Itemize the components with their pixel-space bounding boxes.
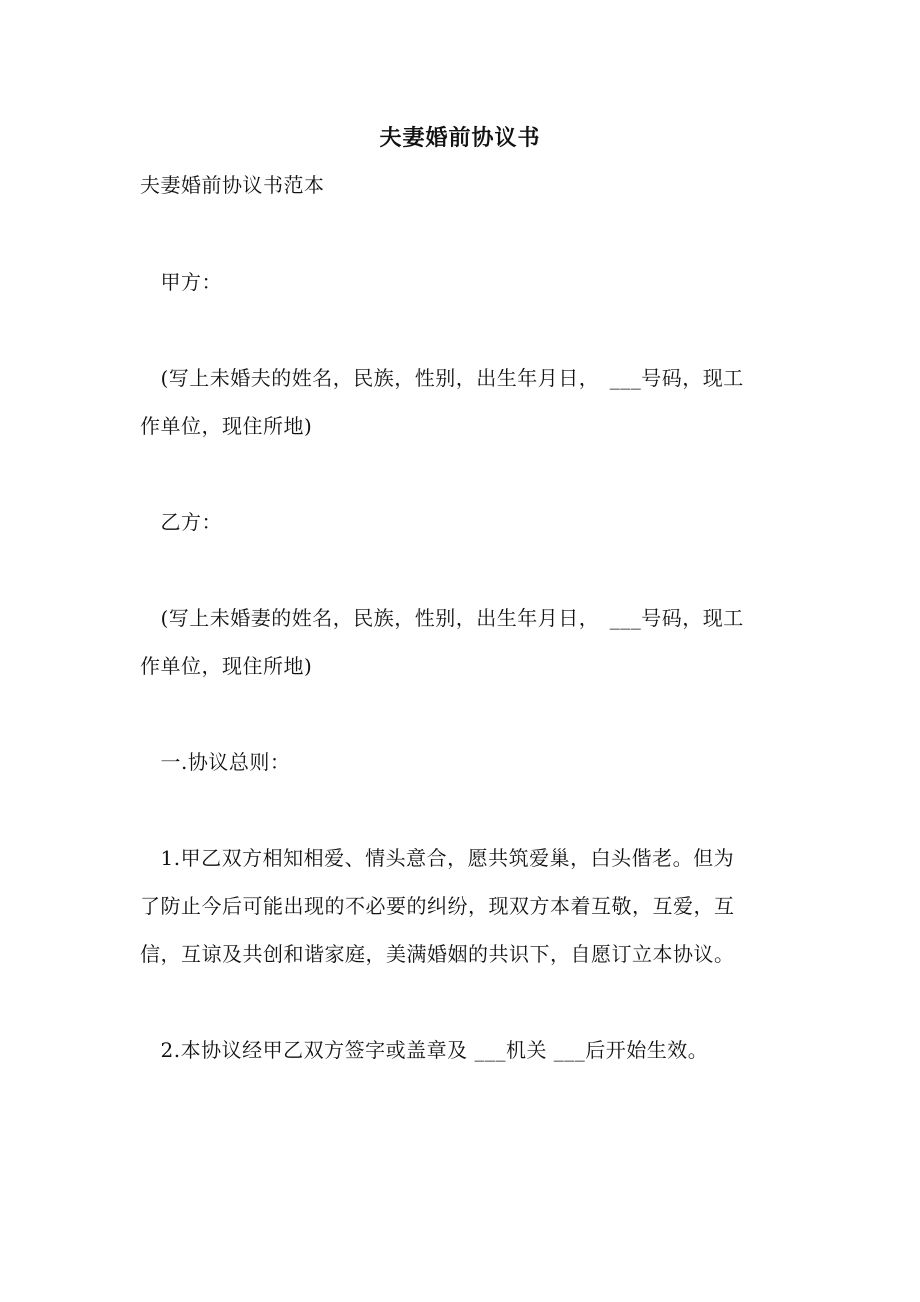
clause-1-line-3: 信，互谅及共创和谐家庭，美满婚姻的共识下，自愿订立本协议。 [140, 942, 735, 966]
party-a-note-line-1: (写上未婚夫的姓名，民族，性别，出生年月日， ___号码，现工 [140, 366, 744, 390]
party-b-note-line-2: 作单位，现住所地) [140, 654, 313, 678]
clause-1-line-2: 了防止今后可能出现的不必要的纠纷，现双方本着互敬，互爱，互 [140, 894, 735, 918]
section-1-heading: 一.协议总则： [140, 750, 291, 774]
clause-2-line-1: 2.本协议经甲乙双方签字或盖章及 ___机关 ___后开始生效。 [140, 1038, 709, 1062]
party-a-note-line-2: 作单位，现住所地) [140, 414, 313, 438]
document-subtitle: 夫妻婚前协议书范本 [140, 173, 325, 197]
party-b-note-line-1: (写上未婚妻的姓名，民族，性别，出生年月日， ___号码，现工 [140, 606, 744, 630]
clause-1-line-1: 1.甲乙双方相知相爱、情头意合，愿共筑爱巢，白头偕老。但为 [140, 846, 735, 870]
party-a-label: 甲方： [140, 270, 222, 294]
party-b-label: 乙方： [140, 510, 222, 534]
document-title: 夫妻婚前协议书 [379, 125, 541, 151]
